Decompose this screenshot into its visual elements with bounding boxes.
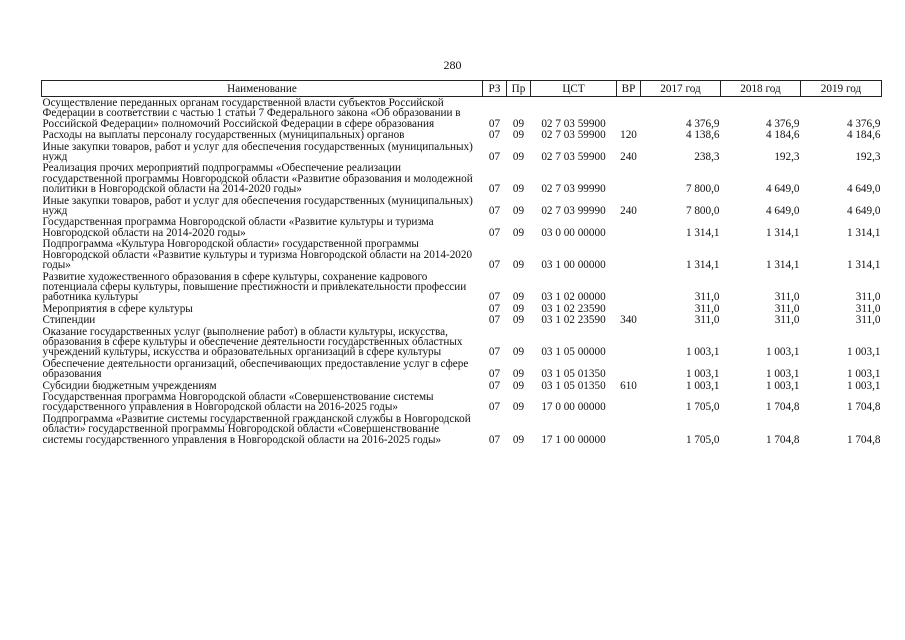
row-2019-cell: 4 649,0 bbox=[846, 205, 881, 218]
table-row bbox=[42, 314, 882, 325]
row-pr-cell: 09 bbox=[512, 129, 525, 142]
table-row bbox=[42, 358, 882, 380]
row-cst-cell: 03 1 05 00000 bbox=[541, 346, 606, 359]
row-pr-cell: 09 bbox=[512, 151, 525, 164]
row-pr-cell: 09 bbox=[512, 117, 525, 130]
row-2019-cell: 311,0 bbox=[855, 314, 881, 327]
row-2017-cell: 1 314,1 bbox=[685, 226, 720, 239]
row-cst-cell: 03 1 02 23590 bbox=[541, 314, 606, 327]
row-cst-cell: 17 1 00 00000 bbox=[541, 433, 606, 446]
row-vr-cell bbox=[617, 238, 641, 270]
row-2018-cell: 1 003,1 bbox=[765, 368, 800, 381]
row-2017-cell: 1 705,0 bbox=[685, 433, 720, 446]
row-2018-cell: 1 704,8 bbox=[765, 401, 800, 414]
table-row bbox=[42, 326, 882, 358]
row-name-cell: Подпрограмма «Развитие системы государственной гражданской службы в Новгородской области» государственной программы Новгородской области «Совершенствование системы государственного управления в Новгородской области на 2016-2025 годы» bbox=[42, 412, 471, 446]
row-rz-cell: 07 bbox=[488, 379, 501, 392]
row-2017-cell: 1 003,1 bbox=[685, 379, 720, 392]
row-pr-cell: 09 bbox=[512, 291, 525, 304]
row-2018-cell: 1 003,1 bbox=[765, 346, 800, 359]
row-2018-cell: 4 649,0 bbox=[765, 183, 800, 196]
table-row bbox=[42, 391, 882, 413]
row-2018-cell: 311,0 bbox=[774, 291, 800, 304]
row-cst-cell: 02 7 03 99990 bbox=[541, 183, 606, 196]
row-cst-cell: 03 1 05 01350 bbox=[541, 379, 606, 392]
row-name-cell: Оказание государственных услуг (выполнение работ) в области культуры, искусства, образования в сфере культуры и обеспечение деятельности государственных областных учреждений культуры, искусства и образовательных организаций в сфере культуры bbox=[42, 325, 463, 359]
row-vr-cell bbox=[617, 162, 641, 194]
row-2019-cell: 311,0 bbox=[855, 291, 881, 304]
row-2019-cell: 1 003,1 bbox=[846, 379, 881, 392]
row-2019-cell: 1 003,1 bbox=[846, 346, 881, 359]
row-pr-cell: 09 bbox=[512, 379, 525, 392]
table-row bbox=[42, 216, 882, 238]
table-row bbox=[42, 97, 882, 130]
row-rz-cell: 07 bbox=[488, 314, 501, 327]
row-2018-cell: 192,3 bbox=[774, 151, 800, 164]
row-rz-cell: 07 bbox=[488, 129, 501, 142]
row-cst-cell: 03 1 05 01350 bbox=[541, 368, 606, 381]
row-cst-cell: 02 7 03 59900 bbox=[541, 151, 606, 164]
row-vr-cell bbox=[617, 413, 641, 445]
row-2017-cell: 1 003,1 bbox=[685, 346, 720, 359]
row-name-cell: Стипендии bbox=[42, 314, 96, 327]
header-vr: ВР bbox=[617, 81, 641, 97]
row-2017-cell: 311,0 bbox=[694, 302, 720, 315]
row-vr-cell bbox=[617, 271, 641, 303]
row-pr-cell: 09 bbox=[512, 183, 525, 196]
row-pr-cell: 09 bbox=[512, 302, 525, 315]
header-2018: 2018 год bbox=[721, 81, 801, 97]
row-cst-cell: 03 1 00 00000 bbox=[541, 259, 606, 272]
row-pr-cell: 09 bbox=[512, 346, 525, 359]
row-rz-cell: 07 bbox=[488, 401, 501, 414]
row-2018-cell: 1 003,1 bbox=[765, 379, 800, 392]
row-2018-cell: 4 184,6 bbox=[765, 129, 800, 142]
row-vr-cell: 240 bbox=[620, 205, 637, 218]
row-2017-cell: 311,0 bbox=[694, 291, 720, 304]
table-row bbox=[42, 413, 882, 445]
row-vr-cell: 340 bbox=[620, 314, 637, 327]
row-cst-cell: 02 7 03 59900 bbox=[541, 117, 606, 130]
row-rz-cell: 07 bbox=[488, 433, 501, 446]
table-header-row bbox=[42, 81, 882, 97]
header-name: Наименование bbox=[42, 81, 483, 97]
page-number: 280 bbox=[443, 58, 462, 72]
row-2019-cell: 311,0 bbox=[855, 302, 881, 315]
row-2017-cell: 7 800,0 bbox=[685, 183, 720, 196]
row-rz-cell: 07 bbox=[488, 183, 501, 196]
row-vr-cell bbox=[617, 303, 641, 314]
table-row bbox=[42, 238, 882, 270]
header-rz: РЗ bbox=[483, 81, 507, 97]
row-2019-cell: 4 184,6 bbox=[846, 129, 881, 142]
row-2019-cell: 1 003,1 bbox=[846, 368, 881, 381]
table-row bbox=[42, 141, 882, 163]
row-2017-cell: 1 314,1 bbox=[685, 259, 720, 272]
row-cst-cell: 03 1 02 23590 bbox=[541, 302, 606, 315]
row-rz-cell: 07 bbox=[488, 346, 501, 359]
row-2017-cell: 7 800,0 bbox=[685, 205, 720, 218]
row-name-cell: Государственная программа Новгородской области «Развитие культуры и туризма Новгородской области на 2014-2020 годы» bbox=[42, 216, 434, 239]
row-name-cell: Подпрограмма «Культура Новгородской области» государственной программы Новгородской области «Развитие культуры и туризма Новгородской области на 2014-2020 годы» bbox=[42, 238, 473, 272]
row-vr-cell: 240 bbox=[620, 151, 637, 164]
header-2019: 2019 год bbox=[801, 81, 882, 97]
row-pr-cell: 09 bbox=[512, 226, 525, 239]
table-body bbox=[42, 97, 882, 446]
header-cst: ЦСТ bbox=[531, 81, 617, 97]
row-pr-cell: 09 bbox=[512, 401, 525, 414]
row-2019-cell: 4 649,0 bbox=[846, 183, 881, 196]
table-row bbox=[42, 195, 882, 217]
row-name-cell: Мероприятия в сфере культуры bbox=[42, 302, 193, 315]
row-name-cell: Субсидии бюджетным учреждениям bbox=[42, 379, 217, 392]
row-2019-cell: 1 704,8 bbox=[846, 401, 881, 414]
row-2018-cell: 311,0 bbox=[774, 314, 800, 327]
row-name-cell: Иные закупки товаров, работ и услуг для обеспечения государственных (муниципальных) нужд bbox=[42, 194, 473, 218]
row-pr-cell: 09 bbox=[512, 205, 525, 218]
header-2017: 2017 год bbox=[641, 81, 721, 97]
row-rz-cell: 07 bbox=[488, 205, 501, 218]
row-2017-cell: 4 138,6 bbox=[685, 129, 720, 142]
row-2019-cell: 1 314,1 bbox=[846, 226, 881, 239]
row-vr-cell: 120 bbox=[620, 129, 637, 142]
table-row bbox=[42, 380, 882, 391]
row-pr-cell: 09 bbox=[512, 433, 525, 446]
row-rz-cell: 07 bbox=[488, 302, 501, 315]
row-name-cell: Обеспечение деятельности организаций, обеспечивающих предоставление услуг в сфере образования bbox=[42, 357, 469, 381]
row-2018-cell: 4 649,0 bbox=[765, 205, 800, 218]
row-2017-cell: 311,0 bbox=[694, 314, 720, 327]
row-rz-cell: 07 bbox=[488, 226, 501, 239]
row-vr-cell bbox=[617, 97, 641, 130]
row-2017-cell: 4 376,9 bbox=[685, 117, 720, 130]
row-2019-cell: 1 704,8 bbox=[846, 433, 881, 446]
row-name-cell: Реализация прочих мероприятий подпрограммы «Обеспечение реализации государственной программы Новгородской области «Развитие образования и молодежной политики в Новгородской области на 2014-2020 годы» bbox=[42, 162, 473, 196]
row-vr-cell bbox=[617, 326, 641, 358]
row-2018-cell: 311,0 bbox=[774, 302, 800, 315]
row-vr-cell bbox=[617, 358, 641, 380]
table-row bbox=[42, 271, 882, 303]
row-2019-cell: 1 314,1 bbox=[846, 259, 881, 272]
row-2018-cell: 1 314,1 bbox=[765, 226, 800, 239]
row-cst-cell: 03 1 02 00000 bbox=[541, 291, 606, 304]
row-rz-cell: 07 bbox=[488, 291, 501, 304]
row-2018-cell: 1 314,1 bbox=[765, 259, 800, 272]
row-2018-cell: 1 704,8 bbox=[765, 433, 800, 446]
row-cst-cell: 03 0 00 00000 bbox=[541, 226, 606, 239]
row-rz-cell: 07 bbox=[488, 259, 501, 272]
header-pr: Пр bbox=[507, 81, 531, 97]
row-2017-cell: 238,3 bbox=[694, 151, 720, 164]
row-rz-cell: 07 bbox=[488, 151, 501, 164]
row-2019-cell: 192,3 bbox=[855, 151, 881, 164]
row-name-cell: Расходы на выплаты персоналу государственных (муниципальных) органов bbox=[42, 129, 405, 142]
row-vr-cell bbox=[617, 391, 641, 413]
row-pr-cell: 09 bbox=[512, 368, 525, 381]
row-2017-cell: 1 705,0 bbox=[685, 401, 720, 414]
row-name-cell: Иные закупки товаров, работ и услуг для обеспечения государственных (муниципальных) нужд bbox=[42, 140, 473, 164]
table-row bbox=[42, 162, 882, 194]
row-cst-cell: 17 0 00 00000 bbox=[541, 401, 606, 414]
row-2019-cell: 4 376,9 bbox=[846, 117, 881, 130]
row-pr-cell: 09 bbox=[512, 259, 525, 272]
row-2018-cell: 4 376,9 bbox=[765, 117, 800, 130]
row-name-cell: Государственная программа Новгородской области «Совершенствование системы государственного управления в Новгородской области на 2016-2025 годы» bbox=[42, 390, 434, 414]
row-rz-cell: 07 bbox=[488, 117, 501, 130]
row-name-cell: Осуществление переданных органам государственной власти субъектов Российской Федерации в соответствии с частью 1 статьи 7 Федерального закона «Об образовании в Российской Федерации» полномочий Российской Федерации в сфере образования bbox=[42, 97, 461, 130]
row-vr-cell bbox=[617, 216, 641, 238]
row-cst-cell: 02 7 03 99990 bbox=[541, 205, 606, 218]
table-row bbox=[42, 129, 882, 140]
row-cst-cell: 02 7 03 59900 bbox=[541, 129, 606, 142]
budget-table bbox=[41, 80, 882, 445]
row-pr-cell: 09 bbox=[512, 314, 525, 327]
row-2017-cell: 1 003,1 bbox=[685, 368, 720, 381]
table-row bbox=[42, 303, 882, 314]
row-rz-cell: 07 bbox=[488, 368, 501, 381]
row-vr-cell: 610 bbox=[620, 379, 637, 392]
row-name-cell: Развитие художественного образования в сфере культуры, сохранение кадрового потенциала сферы культуры, повышение престижности и привлекательности профессии работника культуры bbox=[42, 270, 467, 304]
